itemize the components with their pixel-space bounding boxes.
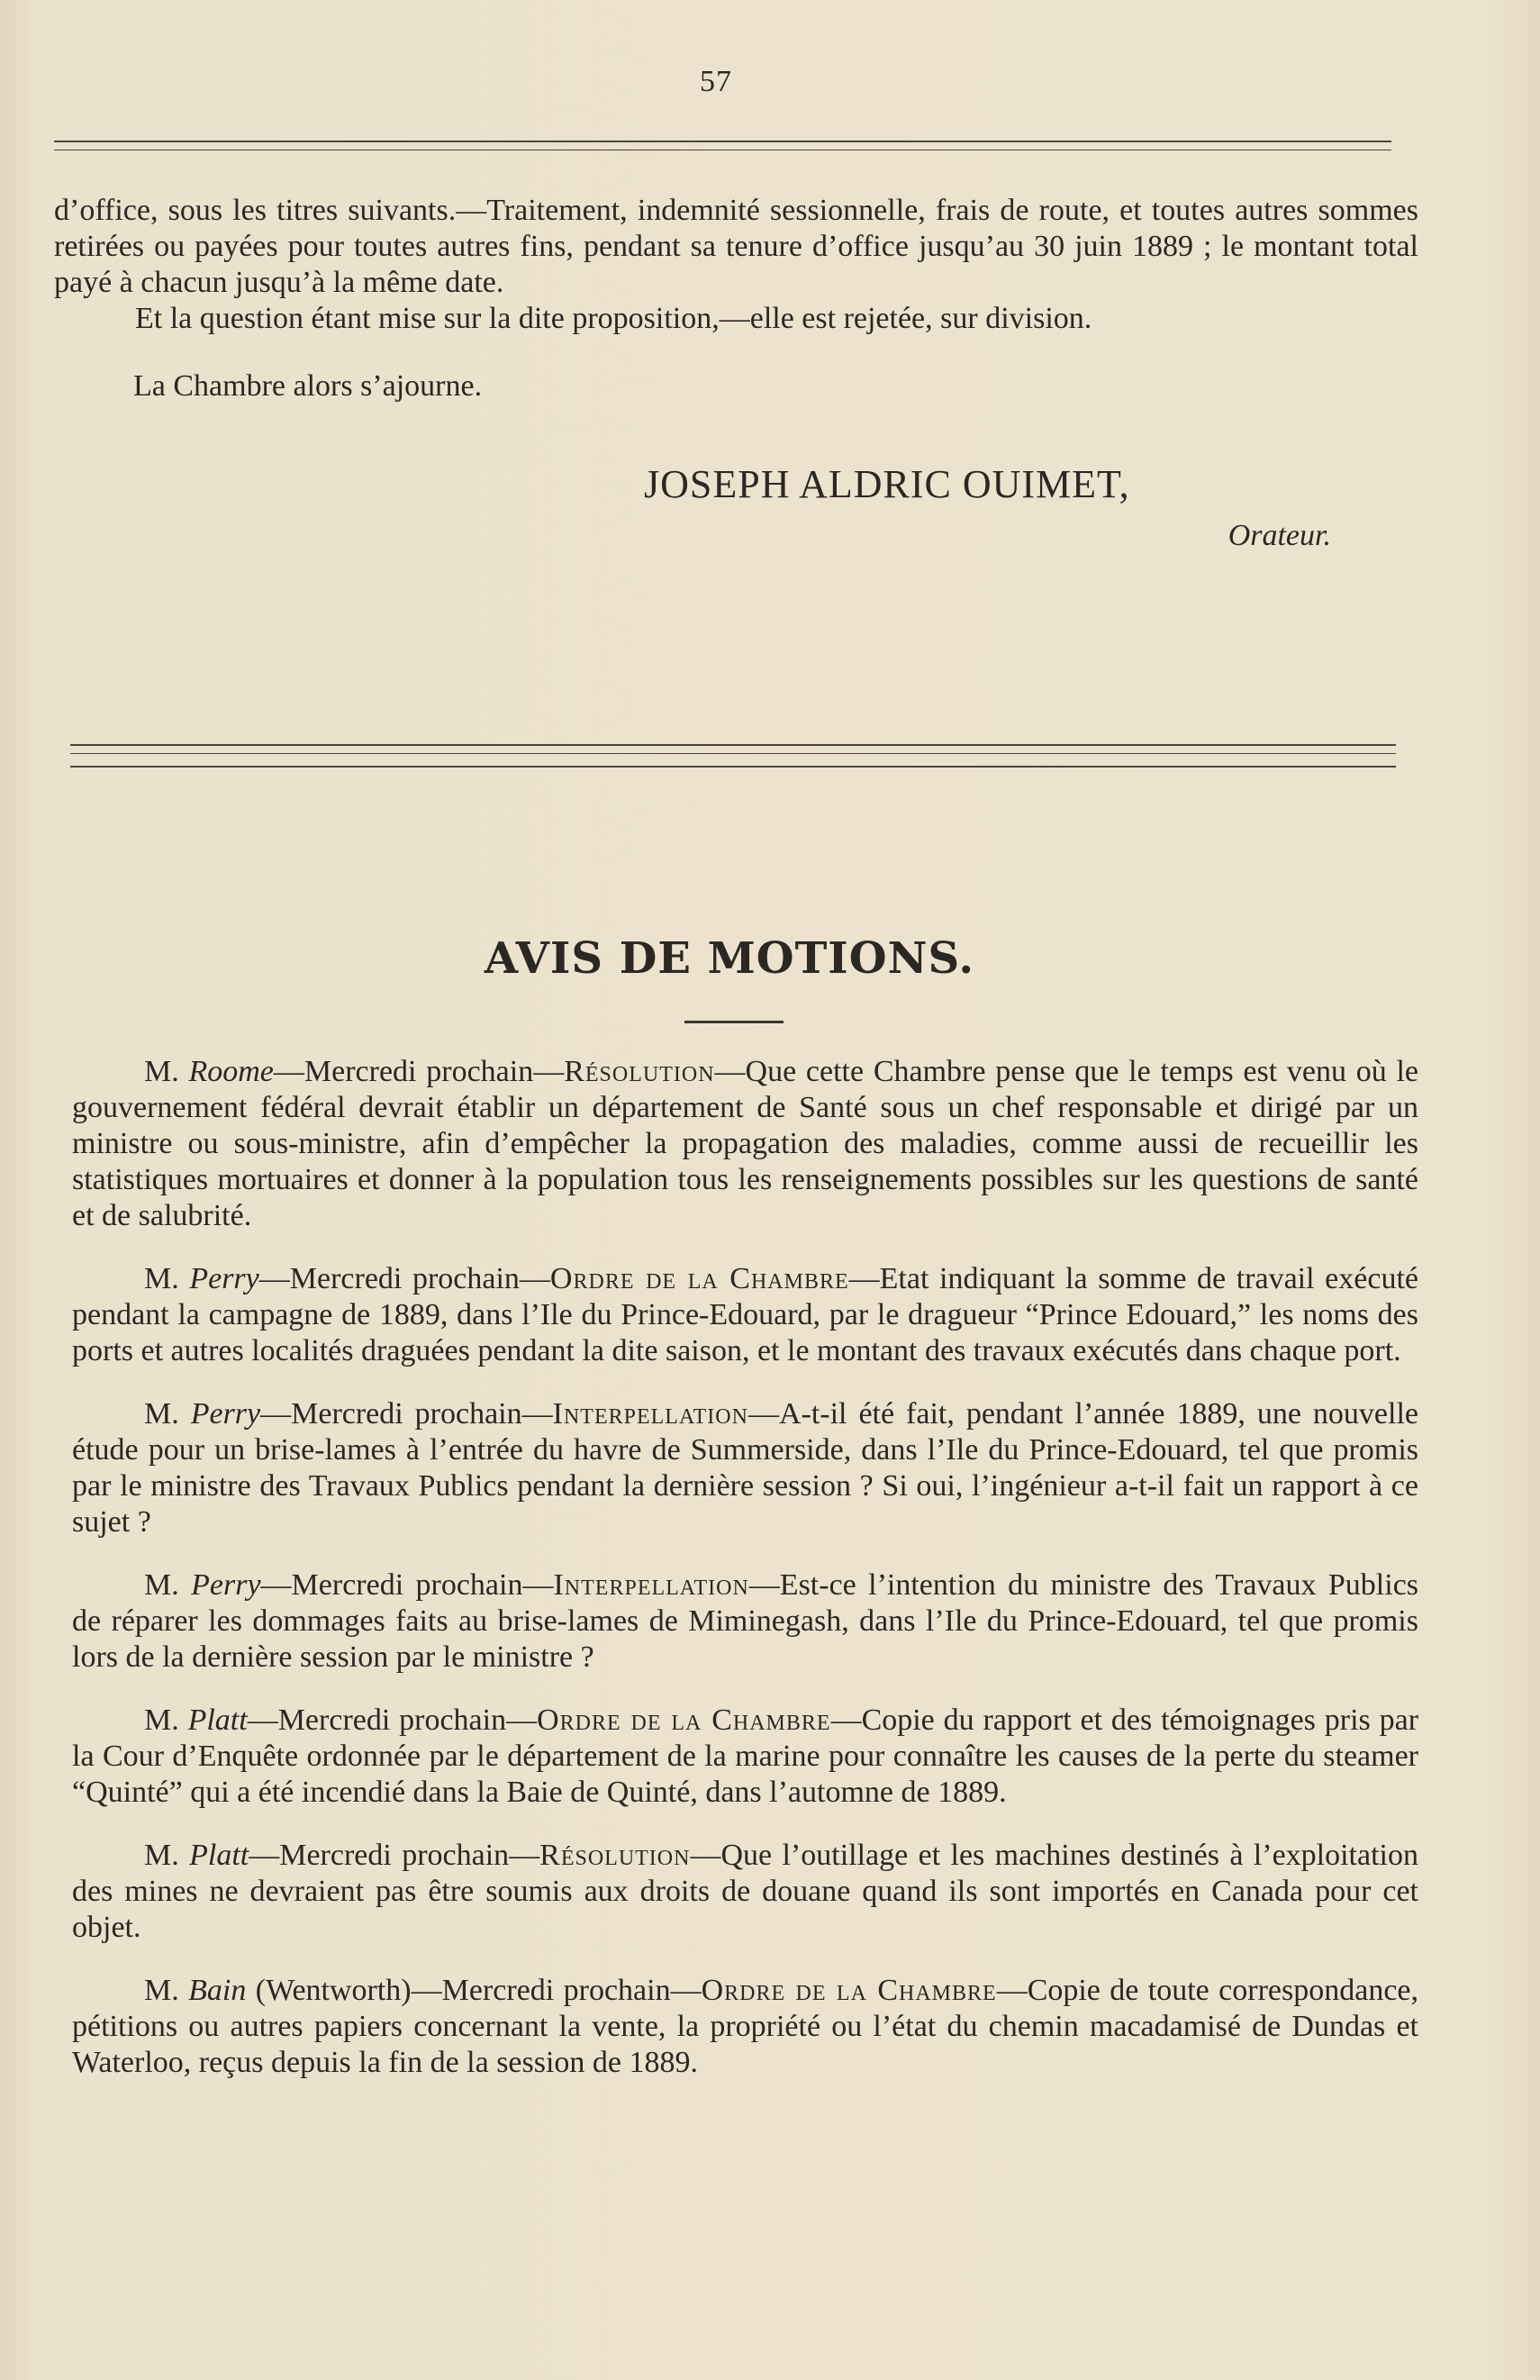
motion-prefix: M. [144, 1055, 179, 1088]
motion-mover: Platt [189, 1839, 249, 1872]
page-number: 57 [700, 65, 732, 98]
continuation-paragraph: d’office, sous les titres suivants.—Traitement, indemnité sessionnelle, frais de route, et toutes autres sommes retirées ou payées pour toutes autres fins, pendant sa tenure d’office jusqu’au 30 juin 1889 ; le montant total payé à chacun jusqu’à la même date. [54, 194, 1418, 299]
motion-type: Ordre de la Chambre [701, 1974, 997, 2007]
motion-bain-dundas [72, 1973, 1418, 2081]
motion-text: —Que cette Chambre pense que le temps est venu où le gouvernement fédéral devrait établir un département de Santé sous un chef responsable et dirigé par un ministre ou sous-ministre, afin d’empêcher la propagation des maladies, comme aussi de recueillir les statistiques mortuaires et donner à la population tous les renseignements possibles sur les questions de santé et de salubrité. [72, 1055, 1419, 1232]
motion-text: —A-t-il été fait, pendant l’année 1889, une nouvelle étude pour un brise-lames à l’entrée du havre de Summerside, dans l’Ile du Prince-Edouard, tel que promis par le ministre des Travaux Publics pendant la dernière session ? Si oui, l’ingénieur a-t-il fait un rapport à ce sujet ? [72, 1397, 1419, 1539]
motion-dash: —Mercredi prochain— [258, 1262, 550, 1295]
motion-type: Interpellation [552, 1397, 748, 1431]
decision-paragraph: Et la question étant mise sur la dite proposition,—elle est rejetée, sur division. [135, 302, 1092, 335]
motion-dash: —Mercredi prochain— [260, 1397, 553, 1431]
motion-prefix: M. [144, 1974, 179, 2007]
motion-prefix: M. [144, 1397, 179, 1431]
motion-dash: (Wentworth)—Mercredi prochain— [246, 1974, 702, 2007]
motion-text: —Que l’outillage et les machines destinés à l’exploitation des mines ne devraient pas être soumis aux droits de douane quand ils sont importés en Canada pour cet objet. [72, 1839, 1418, 1944]
motion-type: Résolution [539, 1839, 691, 1872]
motion-mover: Roome [188, 1055, 274, 1088]
section-heading: AVIS DE MOTIONS. [484, 933, 975, 984]
adjournment-text: La Chambre alors s’ajourne. [133, 369, 483, 403]
motions-list [72, 1054, 1418, 2108]
motion-text: —Copie du rapport et des témoignages pris par la Cour d’Enquête ordonnée par le département de la marine pour connaître les causes de la perte du steamer “Quinté” qui a été incendié dans la Baie de Quinté, dans l’automne de 1889. [72, 1703, 1419, 1809]
heading-underline [684, 1021, 784, 1023]
speaker-name: JOSEPH ALDRIC OUIMET, [644, 462, 1130, 506]
motion-mover: Perry [191, 1568, 261, 1602]
motion-perry-miminegash [72, 1567, 1418, 1676]
motion-mover: Perry [189, 1262, 259, 1295]
motion-mover: Platt [187, 1703, 248, 1737]
motion-prefix: M. [144, 1262, 179, 1295]
motion-text: —Copie de toute correspondance, pétitions ou autres papiers concernant la vente, la propriété ou l’état du chemin macadamisé de Dundas et Waterloo, reçus depuis la fin de la session de 1889. [72, 1974, 1419, 2079]
section-rule-bottom [70, 766, 1396, 768]
section-rule-middle [70, 753, 1396, 754]
speaker-title: Orateur. [1227, 519, 1331, 552]
motion-perry-dragueur [72, 1261, 1418, 1369]
motion-prefix: M. [144, 1839, 179, 1872]
motion-dash: —Mercredi prochain— [273, 1055, 565, 1088]
motion-prefix: M. [144, 1568, 179, 1602]
motion-platt-mines [72, 1838, 1418, 1946]
motion-text: —Etat indiquant la somme de travail exécuté pendant la campagne de 1889, dans l’Ile du Prince-Edouard, par le dragueur “Prince Edouard,” les noms des ports et autres localités draguées pendant la dite saison, et le montant des travaux exécutés dans chaque port. [72, 1262, 1418, 1367]
motion-type: Interpellation [553, 1568, 749, 1602]
motion-mover: Perry [190, 1397, 261, 1431]
header-rule-top [54, 141, 1391, 142]
motion-dash: —Mercredi prochain— [249, 1839, 540, 1872]
motion-platt-quinte [72, 1703, 1418, 1811]
motion-dash: —Mercredi prochain— [260, 1568, 554, 1602]
motion-dash: —Mercredi prochain— [247, 1703, 538, 1737]
motion-text: —Est-ce l’intention du ministre des Travaux Publics de réparer les dommages faits au brise-lames de Miminegash, dans l’Ile du Prince-Edouard, tel que promis lors de la dernière session par le ministre ? [72, 1568, 1419, 1674]
motion-perry-summerside [72, 1396, 1418, 1540]
motion-type: Ordre de la Chambre [549, 1262, 849, 1295]
motion-roome-sante [72, 1054, 1418, 1234]
motion-prefix: M. [144, 1703, 179, 1737]
motion-type: Ordre de la Chambre [537, 1703, 831, 1737]
motion-mover: Bain [188, 1974, 247, 2007]
motion-type: Résolution [564, 1055, 715, 1088]
section-rule-top [70, 744, 1396, 746]
